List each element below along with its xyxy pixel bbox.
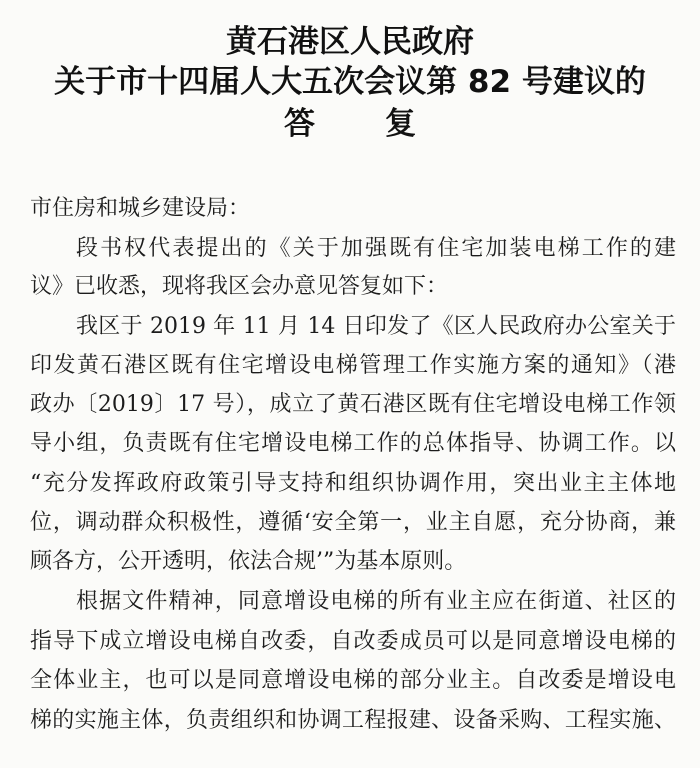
body-line: 印发黄石港区既有住宅增设电梯管理工作实施方案的通知》（港: [30, 353, 676, 378]
document-title-line-1: 黄石港区人民政府: [226, 24, 474, 60]
document-title-line-2: 关于市十四届人大五次会议第 82 号建议的: [54, 64, 646, 100]
addressee: 市住房和城乡建设局：: [30, 196, 251, 221]
document-title-line-3: 答复: [284, 106, 486, 142]
body-line: 位，调动群众积极性，遵循‘安全第一，业主自愿，充分协商，兼: [30, 510, 676, 535]
body-line: 指导下成立增设电梯自改委，自改委成员可以是同意增设电梯的: [30, 629, 676, 654]
body-line: 梯的实施主体，负责组织和协调工程报建、设备采购、工程实施、: [30, 708, 676, 733]
body-line: 我区于 2019 年 11 月 14 日印发了《区人民政府办公室关于: [76, 314, 676, 339]
body-line: 全体业主，也可以是同意增设电梯的部分业主。自改委是增设电: [30, 668, 676, 693]
body-line: 段书权代表提出的《关于加强既有住宅加装电梯工作的建: [76, 236, 676, 261]
body-line: 议》已收悉，现将我区会办意见答复如下：: [30, 274, 449, 299]
body-line: 导小组，负责既有住宅增设电梯工作的总体指导、协调工作。以: [30, 431, 676, 456]
body-line: 根据文件精神，同意增设电梯的所有业主应在街道、社区的: [76, 589, 676, 614]
body-line: “充分发挥政府政策引导支持和组织协调作用，突出业主主体地: [30, 471, 676, 496]
body-line: 政办〔2019〕17 号），成立了黄石港区既有住宅增设电梯工作领: [30, 392, 676, 417]
body-line: 顾各方，公开透明，依法合规’”为基本原则。: [30, 549, 467, 574]
